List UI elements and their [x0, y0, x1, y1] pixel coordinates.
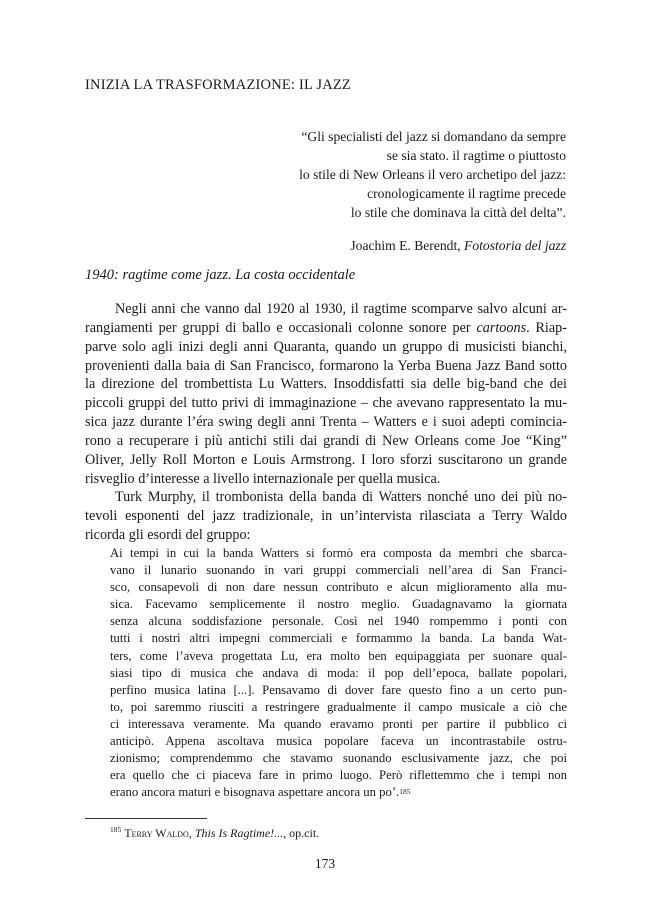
paragraph-line: rono a recuperare i più antichi stili dai grandi di New Orleans come Joe “King”	[85, 432, 567, 449]
footnote-author: Terry Waldo	[124, 826, 189, 840]
quote-line: tutti i nostri altri impegni commerciali e formammo la banda. La banda Wat-	[110, 631, 567, 646]
page-number: 173	[314, 856, 336, 871]
paragraph-line: ricorda gli esordi del gruppo:	[85, 527, 251, 544]
footnote-number: 185	[110, 825, 122, 834]
block-quote	[110, 545, 567, 801]
epigraph-line: “Gli specialisti del jazz si domandano da sempre	[301, 129, 566, 144]
quote-line: perfino musica latina [...]. Pensavamo di dover fare questo fino a un certo pun-	[110, 682, 567, 697]
epigraph-work: Fotostoria del jazz	[464, 238, 566, 253]
epigraph-line: cronologicamente il ragtime precede	[367, 186, 566, 201]
epigraph-line: lo stile di New Orleans il vero archetipo del jazz:	[299, 167, 566, 182]
quote-line: senza alcuna soddisfazione personale. Così nel 1940 rompemmo i ponti con	[110, 614, 567, 629]
quote-line: siasi tipo di musica che andava di moda: il pop dell’epoca, ballate popolari,	[110, 665, 567, 680]
paragraph-line: Negli anni che vanno dal 1920 al 1930, il ragtime scomparve salvo alcuni ar-	[115, 301, 567, 317]
quote-line: sica. Facevamo semplicemente il nostro meglio. Guadagnavamo la giornata	[110, 597, 567, 612]
footnote: $^{185}$ Terry Waldo, This Is Ragtime!..., op.cit.	[110, 825, 320, 840]
epigraph-attribution	[246, 236, 566, 255]
footnote-divider	[85, 818, 207, 819]
epigraph	[246, 127, 566, 255]
text-run: erano ancora maturi e bisognava aspettare ancora un po’.	[110, 785, 400, 800]
paragraph-line: parve solo agli inizi degli anni Quaranta, quando un gruppo di musicisti bianchi,	[85, 338, 567, 355]
paragraph-line: provenienti dalla baia di San Francisco, formarono la Yerba Buena Jazz Band sotto	[85, 357, 567, 374]
chapter-title: INIZIA LA TRASFORMAZIONE: IL JAZZ	[85, 77, 351, 93]
quote-line: Ai tempi in cui la banda Watters si formò era composta da membri che sbarca-	[110, 546, 567, 560]
section-heading: 1940: ragtime come jazz. La costa occidentale	[85, 267, 356, 283]
paragraph-line: risveglio d’interesse a livello internazionale per quella musica.	[85, 470, 441, 487]
quote-line: era quello che ci piaceva fare in primo luogo. Però riflettemmo che i tempi non	[110, 768, 567, 783]
body-text	[85, 300, 567, 545]
quote-line	[110, 784, 567, 801]
epigraph-line: se sia stato. il ragtime o piuttosto	[386, 148, 566, 163]
paragraph-line	[85, 319, 567, 338]
quote-line: to, poi saremmo riusciti a restringere gradualmente il campo musicale a ciò che	[110, 699, 567, 714]
quote-line: ci interessava veramente. Ma quando eravamo pronti per partire il pubblico ci	[110, 716, 567, 731]
quote-line: ters, come l’aveva progettata Lu, era molto ben equipaggiata per suonare qual-	[110, 648, 567, 663]
italic-term: cartoons	[476, 319, 527, 336]
text-run: rangiamenti per gruppi di ballo e occasionali colonne sonore per	[85, 319, 477, 336]
footnote-rest: , op.cit.	[283, 826, 320, 840]
paragraph-line: Turk Murphy, il trombonista della banda di Watters nonché uno dei più no-	[115, 489, 567, 506]
footnote-reference[interactable]: 185	[399, 787, 411, 797]
paragraph-line: la direzione del trombettista Lu Watters. Insoddisfatti sia delle big-band che dei	[85, 376, 567, 393]
paragraph-line: piccoli gruppi del tutto privi di immaginazione – che avevano rappresentato la mu-	[85, 395, 567, 412]
quote-line: vano il lunario suonando in vari gruppi commerciali nell’area di San Franci-	[110, 563, 567, 578]
epigraph-author: Joachim E. Berendt,	[350, 238, 465, 253]
paragraph-line: Oliver, Jelly Roll Morton e Louis Armstrong. I loro sforzi suscitarono un grande	[85, 451, 567, 468]
quote-line: anticipò. Appena ascoltava musica popolare faceva un incontrastabile ostru-	[110, 734, 567, 749]
quote-line: zionismo; comprendemmo che stavamo suonando esclusivamente jazz, che poi	[110, 751, 567, 766]
paragraph-line: sica jazz durante l’éra swing degli anni Trenta – Watters e i suoi adepti comincia-	[85, 414, 567, 431]
paragraph-line: tevoli esponenti del jazz tradizionale, in un’intervista rilasciata a Terry Waldo	[85, 508, 567, 525]
epigraph-line: lo stile che dominava la città del delta”.	[350, 205, 566, 220]
footnote-title: This Is Ragtime!...	[194, 826, 284, 840]
quote-line: sco, consapevoli di non dare nessun contributo e alcun miglioramento alla mu-	[110, 580, 567, 595]
text-run: . Riap-	[526, 319, 567, 336]
